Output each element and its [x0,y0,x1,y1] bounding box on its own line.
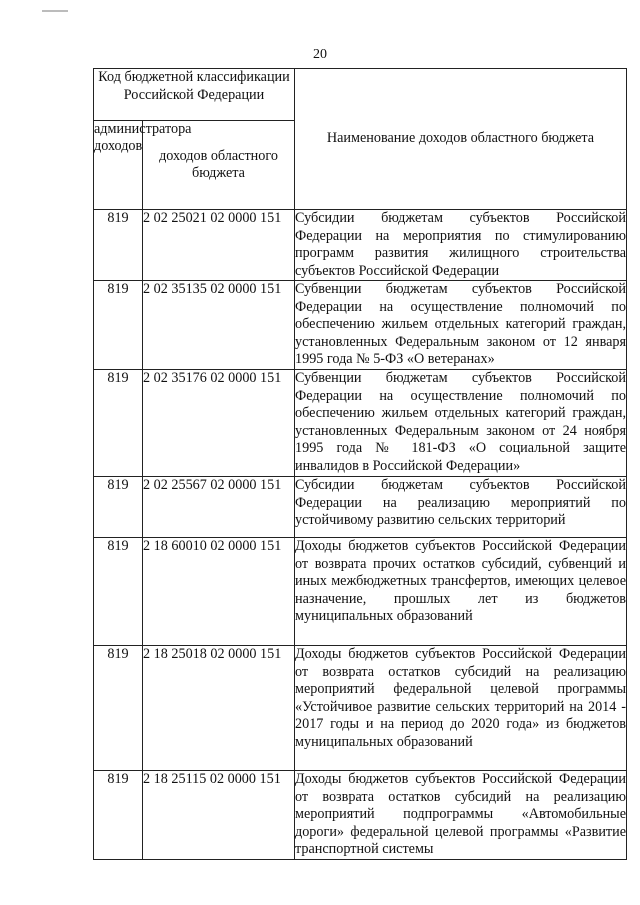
budget-classification-table [93,68,627,860]
header-revenue-code: доходов областного бюджета [143,121,295,210]
revenue-code: 2 18 60010 02 0000 151 [143,538,295,646]
revenue-code: 2 18 25018 02 0000 151 [143,646,295,771]
administrator-code: 819 [94,370,143,477]
revenue-name: Субсидии бюджетам субъектов Российской Федерации на реализацию мероприятий по устойчивому развитию сельских территорий [295,477,627,538]
table-row [94,646,627,771]
revenue-code: 2 02 35176 02 0000 151 [143,370,295,477]
revenue-code: 2 02 25567 02 0000 151 [143,477,295,538]
administrator-code: 819 [94,771,143,860]
table-row [94,538,627,646]
revenue-name: Доходы бюджетов субъектов Российской Федерации от возврата остатков субсидий на реализацию мероприятий подпрограммы «Автомобильные дороги» федеральной целевой программы «Развитие транспортной системы [295,771,626,857]
revenue-name: Доходы бюджетов субъектов Российской Федерации от возврата остатков субсидий на реализацию мероприятий федеральной целевой программы «Устойчивое развитие сельских территорий на 2014 - 2017 годы и на период до 2020 года» из бюджетов муниципальных образований [295,646,627,771]
revenue-code: 2 02 35135 02 0000 151 [143,281,295,370]
revenue-name: Доходы бюджетов субъектов Российской Федерации от возврата прочих остатков субсидий, субвенций и иных межбюджетных трансфертов, имеющих целевое назначение, прошлых лет из бюджетов муниципальных образований [295,538,627,646]
administrator-code: 819 [94,210,143,281]
revenue-code: 2 02 25021 02 0000 151 [143,210,295,281]
header-classification-code: Код бюджетной классификации Российской Федерации [94,69,295,121]
table-row [94,370,627,477]
administrator-code: 819 [94,477,143,538]
administrator-code: 819 [94,538,143,646]
header-administrator: администратора доходов [94,121,143,210]
administrator-code: 819 [94,646,143,771]
table-row [94,210,627,281]
page-number: 20 [313,47,327,62]
header-revenue-name: Наименование доходов областного бюджета [295,69,627,210]
revenue-name: Субвенции бюджетам субъектов Российской Федерации на осуществление полномочий по обеспечению жильем отдельных категорий граждан, установленных Федеральным законом от 12 января 1995 года № 5-ФЗ «О ветеранах» [295,281,627,370]
table-row [94,771,627,860]
revenue-code: 2 18 25115 02 0000 151 [143,771,295,860]
table-row [94,477,627,538]
revenue-name: Субвенции бюджетам субъектов Российской Федерации на осуществление полномочий по обеспечению жильем отдельных категорий граждан, установленных Федеральным законом от 24 ноября 1995 года № 181-ФЗ «О социальной защите инвалидов в Российской Федерации» [295,370,627,477]
revenue-name: Субсидии бюджетам субъектов Российской Федерации на мероприятия по стимулированию программ развития жилищного строительства субъектов Российской Федерации [295,210,626,279]
administrator-code: 819 [94,281,143,370]
table-row [94,281,627,370]
scan-mark [42,10,68,12]
